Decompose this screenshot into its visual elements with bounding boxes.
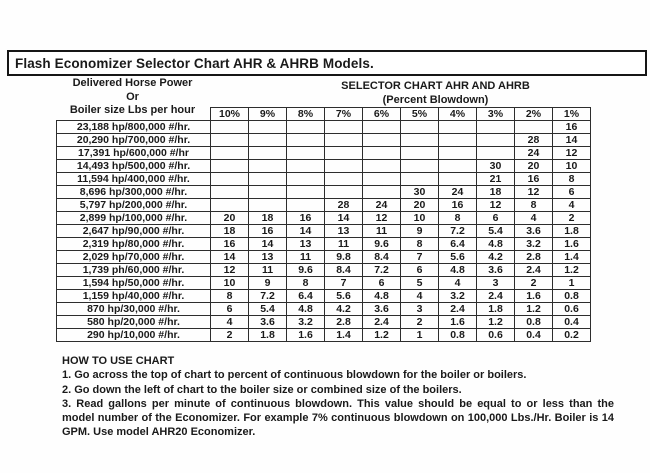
boiler-size-row-label: 2,647 hp/90,000 #/hr. <box>57 225 211 238</box>
document-title <box>7 50 647 76</box>
gpm-value-cell: 2.4 <box>363 316 401 329</box>
gpm-value-cell <box>211 121 249 134</box>
gpm-value-cell: 28 <box>515 134 553 147</box>
percent-column-header: 4% <box>439 108 477 121</box>
percent-column-header: 8% <box>287 108 325 121</box>
gpm-value-cell <box>515 121 553 134</box>
gpm-value-cell: 0.8 <box>515 316 553 329</box>
gpm-value-cell <box>325 134 363 147</box>
gpm-value-cell <box>439 173 477 186</box>
gpm-value-cell <box>211 160 249 173</box>
gpm-value-cell: 1.2 <box>553 264 591 277</box>
gpm-value-cell: 1.6 <box>439 316 477 329</box>
gpm-value-cell: 4 <box>211 316 249 329</box>
how-to-use-step: 1. Go across the top of chart to percent of continuous blowdown for the boiler or boilers. <box>62 369 527 382</box>
gpm-value-cell: 3.2 <box>439 290 477 303</box>
gpm-value-cell: 3.6 <box>363 303 401 316</box>
boiler-size-row-label: 1,594 hp/50,000 #/hr. <box>57 277 211 290</box>
percent-column-header: 3% <box>477 108 515 121</box>
gpm-value-cell: 1.4 <box>325 329 363 342</box>
table-row <box>57 121 591 134</box>
gpm-value-cell: 16 <box>211 238 249 251</box>
boiler-size-row-label: 5,797 hp/200,000 #/hr. <box>57 199 211 212</box>
gpm-value-cell: 2 <box>401 316 439 329</box>
gpm-value-cell: 10 <box>211 277 249 290</box>
gpm-value-cell: 1.6 <box>287 329 325 342</box>
gpm-value-cell <box>325 147 363 160</box>
table-row <box>57 147 591 160</box>
how-to-use-section <box>62 354 614 440</box>
table-row <box>57 238 591 251</box>
boiler-size-row-label: 14,493 hp/500,000 #/hr. <box>57 160 211 173</box>
boiler-size-row-label: 23,188 hp/800,000 #/hr. <box>57 121 211 134</box>
gpm-value-cell: 4.8 <box>363 290 401 303</box>
gpm-value-cell <box>249 173 287 186</box>
gpm-value-cell: 5.4 <box>249 303 287 316</box>
gpm-value-cell <box>439 121 477 134</box>
gpm-value-cell: 6 <box>211 303 249 316</box>
gpm-value-cell: 21 <box>477 173 515 186</box>
gpm-value-cell: 3.6 <box>515 225 553 238</box>
gpm-value-cell <box>325 173 363 186</box>
gpm-value-cell: 4 <box>515 212 553 225</box>
gpm-value-cell: 7 <box>401 251 439 264</box>
gpm-value-cell: 6.4 <box>439 238 477 251</box>
gpm-value-cell <box>477 147 515 160</box>
boiler-size-row-label: 20,290 hp/700,000 #/hr. <box>57 134 211 147</box>
gpm-value-cell: 2.4 <box>477 290 515 303</box>
gpm-value-cell: 0.4 <box>553 316 591 329</box>
percent-column-header: 1% <box>553 108 591 121</box>
gpm-value-cell: 12 <box>363 212 401 225</box>
gpm-value-cell: 8.4 <box>325 264 363 277</box>
gpm-value-cell <box>249 121 287 134</box>
gpm-value-cell: 4 <box>401 290 439 303</box>
gpm-value-cell: 0.6 <box>553 303 591 316</box>
column-axis-header-line2: (Percent Blowdown) <box>382 93 489 106</box>
gpm-value-cell: 6 <box>553 186 591 199</box>
gpm-value-cell: 1.6 <box>553 238 591 251</box>
gpm-value-cell: 3.6 <box>249 316 287 329</box>
gpm-value-cell <box>287 160 325 173</box>
gpm-value-cell: 8 <box>515 199 553 212</box>
row-axis-header-line1: Delivered Horse Power <box>72 77 193 89</box>
gpm-value-cell: 0.8 <box>553 290 591 303</box>
gpm-value-cell: 16 <box>287 212 325 225</box>
gpm-value-cell: 24 <box>515 147 553 160</box>
gpm-value-cell <box>401 173 439 186</box>
gpm-value-cell <box>401 134 439 147</box>
gpm-value-cell: 7 <box>325 277 363 290</box>
how-to-use-heading: HOW TO USE CHART <box>62 355 175 367</box>
gpm-value-cell <box>325 186 363 199</box>
table-row <box>57 290 591 303</box>
how-to-use-steps <box>62 368 614 439</box>
gpm-value-cell: 14 <box>325 212 363 225</box>
row-axis-header-line3: Boiler size Lbs per hour <box>69 104 196 116</box>
percent-column-header: 7% <box>325 108 363 121</box>
table-row <box>57 173 591 186</box>
gpm-value-cell <box>249 147 287 160</box>
gpm-value-cell: 2 <box>553 212 591 225</box>
gpm-value-cell: 13 <box>325 225 363 238</box>
gpm-value-cell: 8 <box>439 212 477 225</box>
gpm-value-cell: 1.2 <box>515 303 553 316</box>
gpm-value-cell: 0.4 <box>515 329 553 342</box>
gpm-value-cell: 11 <box>287 251 325 264</box>
gpm-value-cell <box>325 121 363 134</box>
gpm-value-cell: 30 <box>401 186 439 199</box>
gpm-value-cell: 7.2 <box>439 225 477 238</box>
boiler-size-row-label: 11,594 hp/400,000 #/hr. <box>57 173 211 186</box>
boiler-size-row-label: 1,739 ph/60,000 #/hr. <box>57 264 211 277</box>
gpm-value-cell: 6 <box>401 264 439 277</box>
gpm-value-cell: 4.2 <box>325 303 363 316</box>
gpm-value-cell: 16 <box>439 199 477 212</box>
column-axis-header-line1: SELECTOR CHART AHR AND AHRB <box>341 80 530 92</box>
gpm-value-cell: 4 <box>553 199 591 212</box>
gpm-value-cell: 14 <box>553 134 591 147</box>
gpm-value-cell: 0.2 <box>553 329 591 342</box>
percent-column-header: 5% <box>401 108 439 121</box>
table-row <box>57 160 591 173</box>
percent-column-header: 9% <box>249 108 287 121</box>
gpm-value-cell: 1.6 <box>515 290 553 303</box>
gpm-value-cell <box>211 173 249 186</box>
gpm-value-cell: 1 <box>401 329 439 342</box>
gpm-value-cell: 13 <box>249 251 287 264</box>
gpm-value-cell: 3 <box>401 303 439 316</box>
table-row <box>57 316 591 329</box>
gpm-value-cell: 8 <box>287 277 325 290</box>
gpm-value-cell <box>249 199 287 212</box>
gpm-value-cell: 6 <box>363 277 401 290</box>
gpm-value-cell: 11 <box>249 264 287 277</box>
gpm-value-cell <box>287 186 325 199</box>
gpm-value-cell: 14 <box>211 251 249 264</box>
gpm-value-cell: 18 <box>211 225 249 238</box>
gpm-value-cell <box>287 173 325 186</box>
gpm-value-cell <box>287 199 325 212</box>
gpm-value-cell: 1 <box>553 277 591 290</box>
gpm-value-cell: 9.6 <box>363 238 401 251</box>
gpm-value-cell: 16 <box>249 225 287 238</box>
gpm-value-cell: 8 <box>553 173 591 186</box>
gpm-value-cell: 5 <box>401 277 439 290</box>
gpm-value-cell: 3.2 <box>515 238 553 251</box>
gpm-value-cell: 12 <box>515 186 553 199</box>
gpm-value-cell: 1.8 <box>477 303 515 316</box>
gpm-value-cell <box>249 160 287 173</box>
table-row <box>57 264 591 277</box>
gpm-value-cell <box>211 134 249 147</box>
boiler-size-row-label: 2,899 hp/100,000 #/hr. <box>57 212 211 225</box>
gpm-value-cell <box>249 134 287 147</box>
gpm-value-cell <box>249 186 287 199</box>
percent-column-header: 6% <box>363 108 401 121</box>
gpm-value-cell: 2.4 <box>439 303 477 316</box>
gpm-value-cell <box>363 147 401 160</box>
gpm-value-cell: 18 <box>477 186 515 199</box>
gpm-value-cell: 7.2 <box>363 264 401 277</box>
selector-table-body <box>57 121 591 342</box>
table-row <box>57 199 591 212</box>
gpm-value-cell: 14 <box>287 225 325 238</box>
gpm-value-cell: 4.2 <box>477 251 515 264</box>
gpm-value-cell: 1.4 <box>553 251 591 264</box>
table-row <box>57 329 591 342</box>
gpm-value-cell: 4.8 <box>477 238 515 251</box>
gpm-value-cell <box>363 160 401 173</box>
gpm-value-cell <box>363 134 401 147</box>
gpm-value-cell: 1.2 <box>363 329 401 342</box>
boiler-size-row-label: 8,696 hp/300,000 #/hr. <box>57 186 211 199</box>
gpm-value-cell: 11 <box>363 225 401 238</box>
gpm-value-cell: 20 <box>401 199 439 212</box>
boiler-size-row-label: 580 hp/20,000 #/hr. <box>57 316 211 329</box>
boiler-size-row-label: 290 hp/10,000 #/hr. <box>57 329 211 342</box>
gpm-value-cell: 12 <box>553 147 591 160</box>
table-header-row <box>57 108 591 121</box>
selector-table <box>56 107 591 342</box>
gpm-value-cell <box>325 160 363 173</box>
gpm-value-cell: 4.8 <box>287 303 325 316</box>
boiler-size-row-label: 2,029 hp/70,000 #/hr. <box>57 251 211 264</box>
table-row <box>57 251 591 264</box>
gpm-value-cell: 12 <box>477 199 515 212</box>
gpm-value-cell <box>401 147 439 160</box>
gpm-value-cell <box>401 121 439 134</box>
gpm-value-cell: 24 <box>363 199 401 212</box>
gpm-value-cell: 7.2 <box>249 290 287 303</box>
gpm-value-cell: 14 <box>249 238 287 251</box>
gpm-value-cell: 0.6 <box>477 329 515 342</box>
gpm-value-cell: 4.8 <box>439 264 477 277</box>
gpm-value-cell: 10 <box>553 160 591 173</box>
gpm-value-cell: 2 <box>515 277 553 290</box>
gpm-value-cell: 20 <box>211 212 249 225</box>
gpm-value-cell: 12 <box>211 264 249 277</box>
percent-column-header: 2% <box>515 108 553 121</box>
table-row <box>57 134 591 147</box>
gpm-value-cell <box>363 186 401 199</box>
table-row <box>57 303 591 316</box>
gpm-value-cell: 2.8 <box>325 316 363 329</box>
boiler-size-row-label: 2,319 hp/80,000 #/hr. <box>57 238 211 251</box>
gpm-value-cell: 2.8 <box>515 251 553 264</box>
table-row <box>57 212 591 225</box>
table-corner-cell <box>57 108 211 121</box>
gpm-value-cell: 9 <box>249 277 287 290</box>
gpm-value-cell <box>401 160 439 173</box>
gpm-value-cell: 10 <box>401 212 439 225</box>
gpm-value-cell: 16 <box>515 173 553 186</box>
gpm-value-cell: 6.4 <box>287 290 325 303</box>
how-to-use-step: 2. Go down the left of chart to the boiler size or combined size of the boilers. <box>62 383 462 396</box>
gpm-value-cell: 9 <box>401 225 439 238</box>
gpm-value-cell: 4 <box>439 277 477 290</box>
gpm-value-cell: 1.2 <box>477 316 515 329</box>
gpm-value-cell: 2 <box>211 329 249 342</box>
gpm-value-cell: 8.4 <box>363 251 401 264</box>
gpm-value-cell <box>439 134 477 147</box>
table-row <box>57 277 591 290</box>
gpm-value-cell: 24 <box>439 186 477 199</box>
gpm-value-cell <box>439 160 477 173</box>
document-title-text: Flash Economizer Selector Chart AHR & AHRB Models. <box>15 55 374 71</box>
gpm-value-cell: 5.6 <box>325 290 363 303</box>
gpm-value-cell: 1.8 <box>553 225 591 238</box>
table-row <box>57 225 591 238</box>
gpm-value-cell <box>477 134 515 147</box>
gpm-value-cell: 0.8 <box>439 329 477 342</box>
gpm-value-cell: 11 <box>325 238 363 251</box>
gpm-value-cell: 30 <box>477 160 515 173</box>
how-to-use-step: 3. Read gallons per minute of continuous blowdown. This value should be equal to or less than the model number of the Economizer. For example 7% continuous blowdown on 100,000 Lbs./Hr. Boiler is 14 GPM. Use model AHR20 Economizer. <box>62 397 614 439</box>
gpm-value-cell: 8 <box>401 238 439 251</box>
gpm-value-cell <box>287 147 325 160</box>
gpm-value-cell <box>363 173 401 186</box>
boiler-size-row-label: 1,159 hp/40,000 #/hr. <box>57 290 211 303</box>
gpm-value-cell: 3.2 <box>287 316 325 329</box>
gpm-value-cell <box>363 121 401 134</box>
gpm-value-cell: 9.8 <box>325 251 363 264</box>
gpm-value-cell: 6 <box>477 212 515 225</box>
gpm-value-cell <box>287 134 325 147</box>
gpm-value-cell: 13 <box>287 238 325 251</box>
column-axis-header <box>268 80 603 107</box>
gpm-value-cell: 3 <box>477 277 515 290</box>
gpm-value-cell <box>439 147 477 160</box>
gpm-value-cell <box>211 199 249 212</box>
selector-table-head <box>57 108 591 121</box>
gpm-value-cell: 3.6 <box>477 264 515 277</box>
gpm-value-cell: 28 <box>325 199 363 212</box>
gpm-value-cell: 9.6 <box>287 264 325 277</box>
gpm-value-cell: 2.4 <box>515 264 553 277</box>
boiler-size-row-label: 870 hp/30,000 #/hr. <box>57 303 211 316</box>
row-axis-header-line2: Or <box>126 90 139 103</box>
table-row <box>57 186 591 199</box>
percent-column-header: 10% <box>211 108 249 121</box>
gpm-value-cell: 16 <box>553 121 591 134</box>
gpm-value-cell: 18 <box>249 212 287 225</box>
gpm-value-cell <box>477 121 515 134</box>
gpm-value-cell <box>211 147 249 160</box>
gpm-value-cell: 5.6 <box>439 251 477 264</box>
gpm-value-cell <box>211 186 249 199</box>
gpm-value-cell <box>287 121 325 134</box>
boiler-size-row-label: 17,391 hp/600,000 #/hr <box>57 147 211 160</box>
gpm-value-cell: 1.8 <box>249 329 287 342</box>
gpm-value-cell: 20 <box>515 160 553 173</box>
gpm-value-cell: 8 <box>211 290 249 303</box>
gpm-value-cell: 5.4 <box>477 225 515 238</box>
